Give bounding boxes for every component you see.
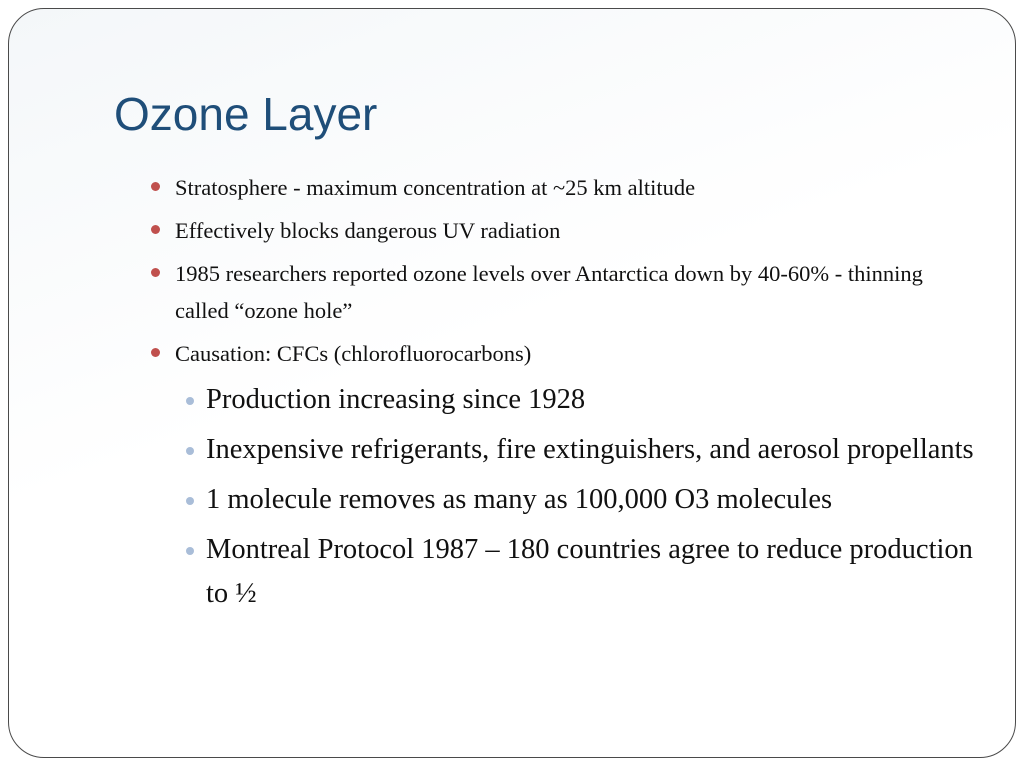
bullet-text: Causation: CFCs (chlorofluorocarbons) [175,341,532,366]
sub-bullet-text: 1 molecule removes as many as 100,000 O3 molecules [206,484,833,515]
sub-bullet-text: Montreal Protocol 1987 – 180 countries agree to reduce production to ½ [206,534,973,609]
sub-bullet-dot-icon [186,447,194,455]
sub-bullet-dot-icon [186,397,194,405]
bullet-text: 1985 researchers reported ozone levels over Antarctica down by 40-60% - thinning called “ozone hole” [175,261,923,323]
bullet-item [175,169,965,206]
slide-content [9,169,1016,622]
bullet-item [175,212,965,249]
sub-bullet-item [206,528,981,616]
sub-bullet-dot-icon [186,547,194,555]
bullet-dot-icon [151,268,160,277]
bullet-dot-icon [151,182,160,191]
bullet-item [175,255,965,329]
sub-bullet-item [206,428,981,472]
sub-bullet-list [9,378,1016,616]
bullet-item [175,335,965,372]
bullet-list [9,169,1016,372]
sub-bullet-text: Production increasing since 1928 [206,384,586,415]
sub-bullet-text: Inexpensive refrigerants, fire extinguishers, and aerosol propellants [206,434,974,465]
bullet-dot-icon [151,348,160,357]
sub-bullet-dot-icon [186,497,194,505]
bullet-dot-icon [151,225,160,234]
bullet-text: Effectively blocks dangerous UV radiation [175,218,561,243]
sub-bullet-item [206,378,981,422]
sub-bullet-item [206,478,981,522]
slide-frame [8,8,1016,758]
slide-title: Ozone Layer [114,88,378,140]
bullet-text: Stratosphere - maximum concentration at ~25 km altitude [175,175,696,200]
